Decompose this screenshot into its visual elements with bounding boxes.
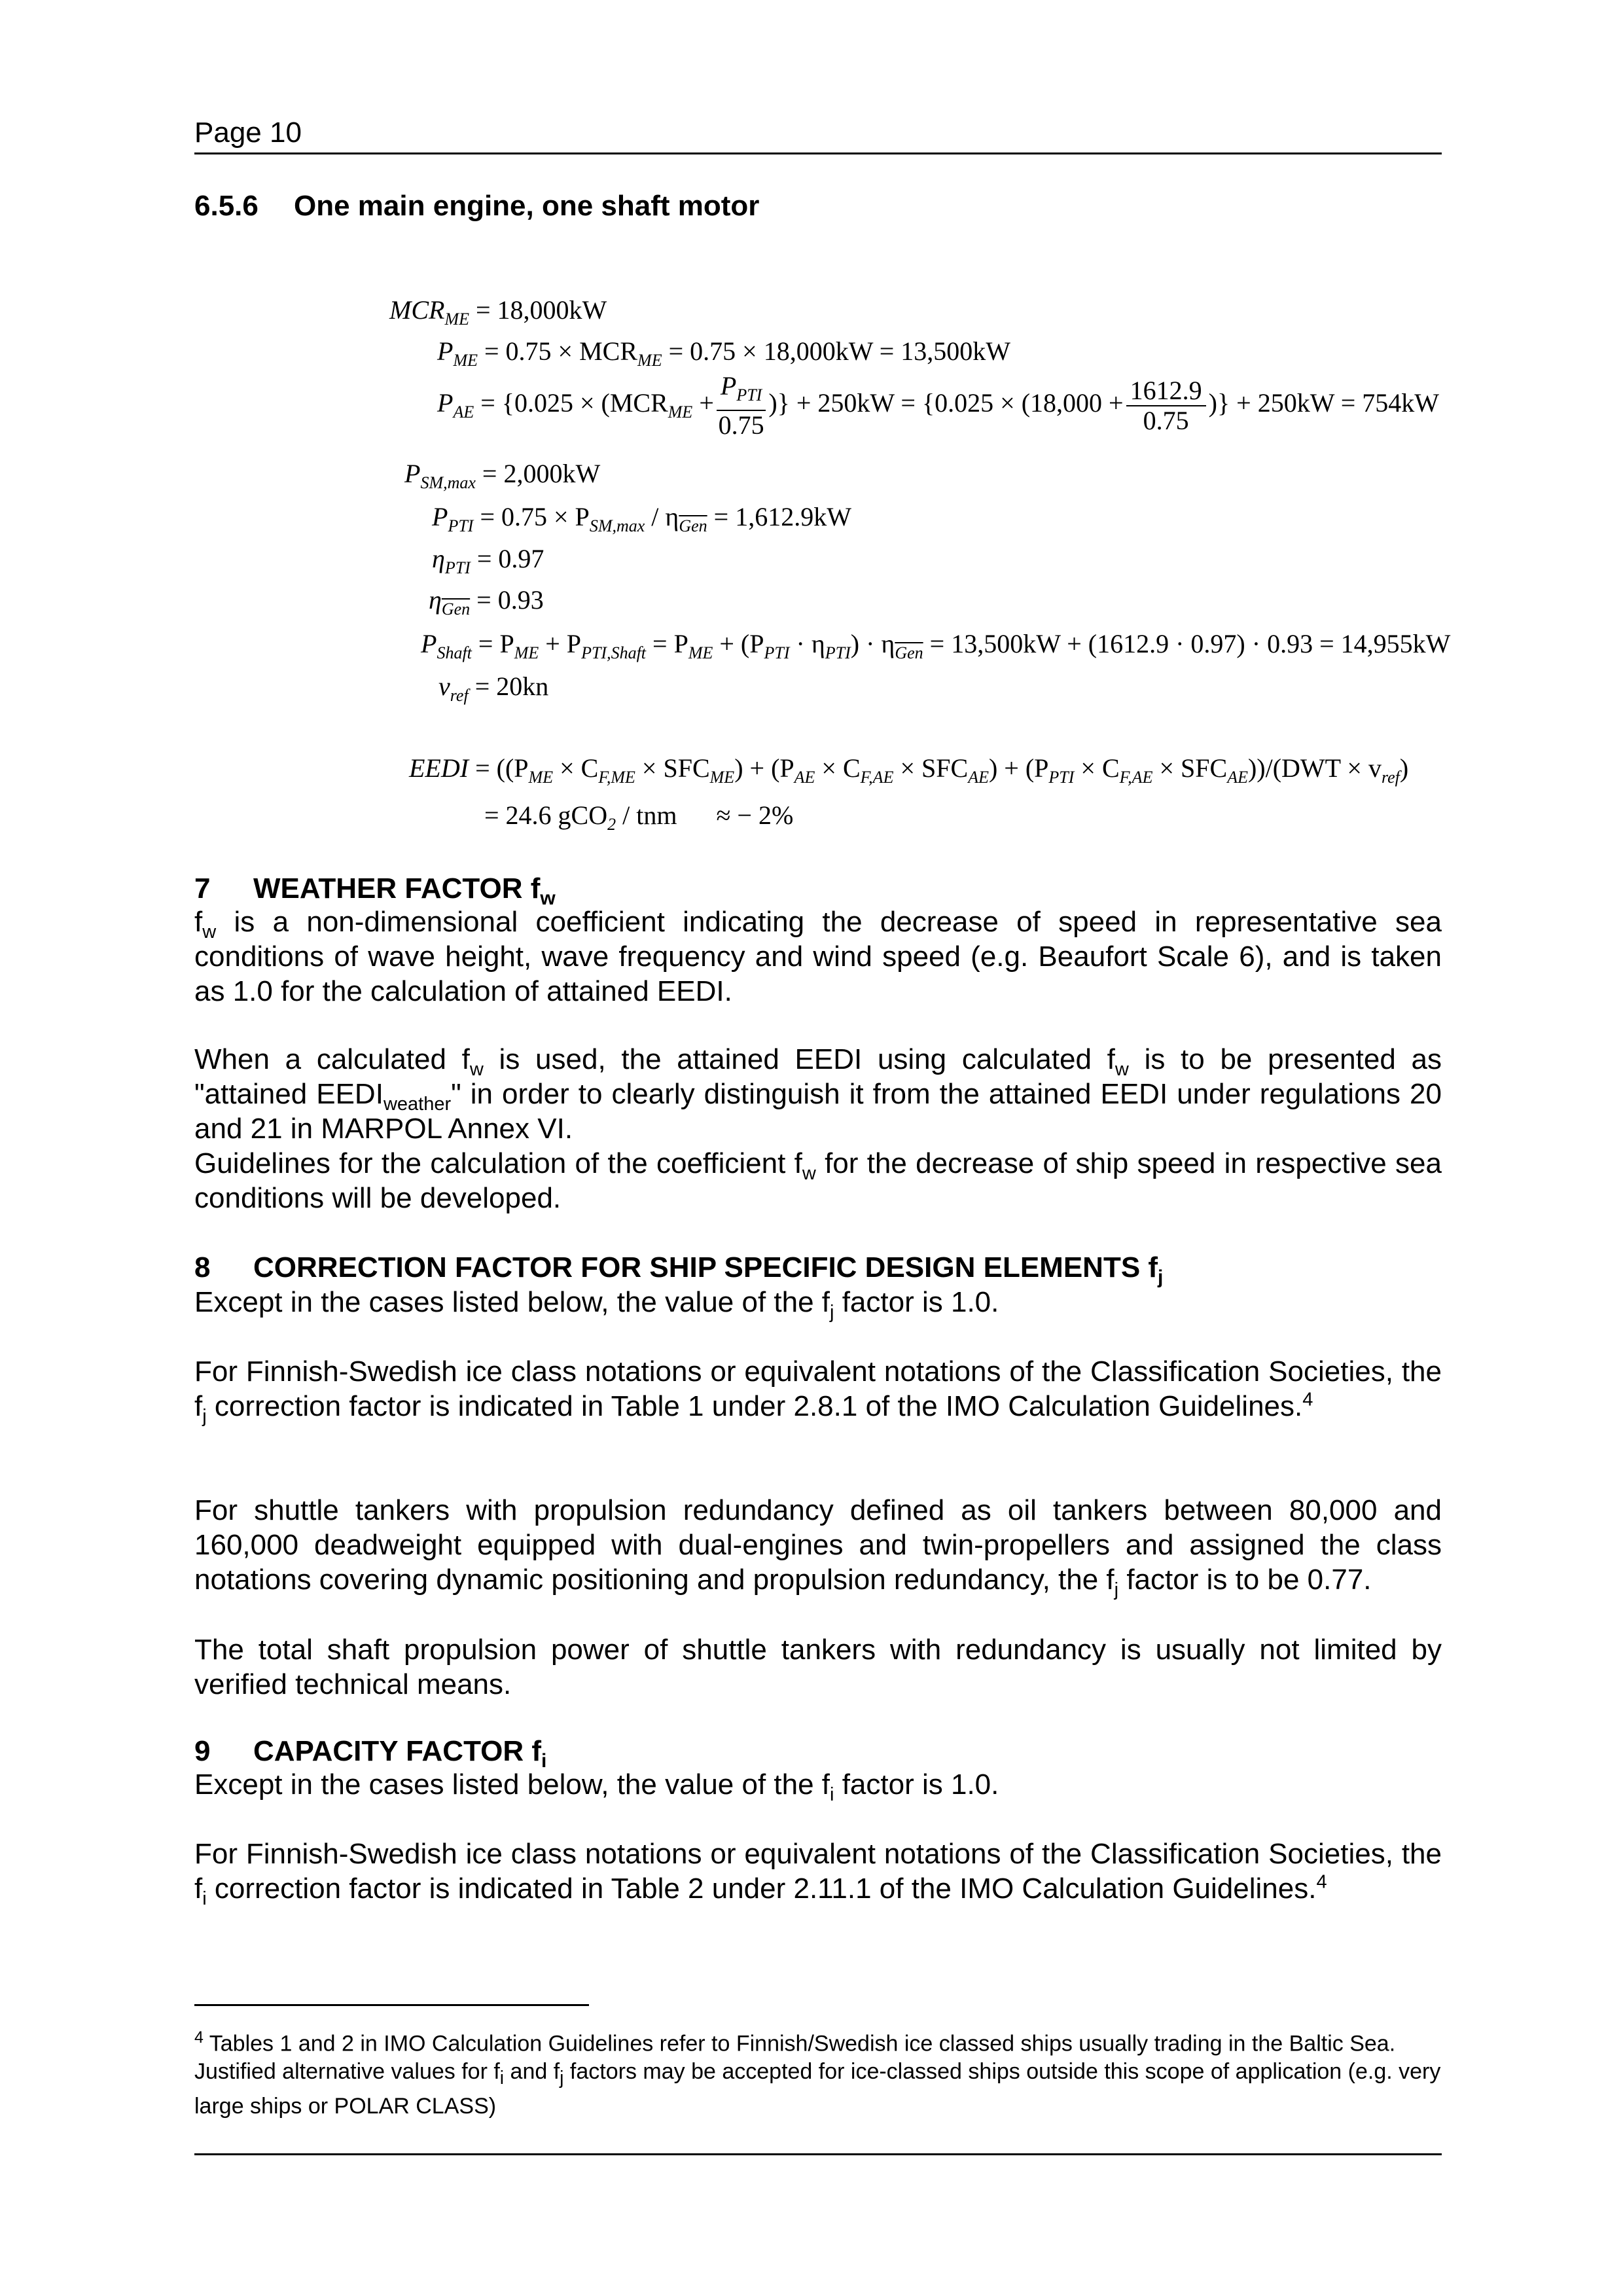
eq-sub: AE [1227, 768, 1248, 787]
eq-rhs: = 1,612.9kW [713, 502, 851, 531]
eq-part: / tnm [622, 800, 677, 830]
eq-sub: ME [668, 403, 693, 422]
eq-denominator: 0.75 [1143, 406, 1189, 435]
footnote-mark: 4 [194, 2028, 204, 2047]
eq-sub: Gen [441, 600, 471, 619]
eq-rhs: = 0.97 [476, 544, 544, 573]
eq-eta-gen [429, 584, 544, 619]
eq-sub: PTI [444, 558, 471, 577]
eq-part: )} + 250kW = {0.025 × (18,000 + [768, 388, 1124, 418]
section-title-sub: i [541, 1749, 547, 1772]
text-sub: j [830, 1301, 834, 1323]
text-sub: w [469, 1058, 484, 1080]
eq-rhs: = 0.75 × P [480, 502, 590, 531]
eq-sym: v [438, 672, 450, 701]
text: correction factor is indicated in Table 1 under 2.8.1 of the IMO Calculation Guidelines. [206, 1390, 1303, 1422]
section-number: 6.5.6 [194, 190, 259, 222]
eq-sub: ME [444, 310, 469, 329]
eq-sub: F,AE [1119, 768, 1153, 787]
eq-fraction [717, 372, 766, 440]
eq-sub: PTI [825, 643, 851, 662]
eq-sub: ME [514, 643, 539, 662]
eq-sub: ME [637, 351, 662, 370]
eq-eedi-result [484, 800, 793, 834]
eq-sym: P [720, 371, 737, 401]
text: Except in the cases listed below, the value of the f [194, 1768, 830, 1801]
eq-rhs: / η [651, 502, 679, 531]
eq-part: + (P [719, 629, 764, 658]
section-title-sub: j [1158, 1266, 1164, 1288]
text-sub: i [499, 2068, 505, 2089]
eq-sym: P [404, 459, 421, 488]
eq-part: ) · η [850, 629, 895, 658]
eq-sub: Shaft [437, 643, 472, 662]
eq-part: = ((P [475, 753, 529, 783]
eq-sym: P [437, 388, 454, 418]
eq-sub: ME [709, 768, 735, 787]
eq-sub: ref [450, 686, 469, 705]
section-number: 9 [194, 1735, 211, 1767]
text: is to be presented as "attained EEDI [194, 1043, 1442, 1110]
text: factors may be accepted for ice-classed ships outside this scope of application (e.g. very large ships or POLAR CLASS) [194, 2059, 1441, 2119]
header-rule [194, 152, 1442, 154]
paragraph-9-1 [194, 1767, 1442, 1805]
text: for the decrease of ship speed in respective sea conditions will be developed. [194, 1147, 1442, 1214]
eq-part: ) + (P [734, 753, 794, 783]
text-sub: w [1115, 1058, 1129, 1080]
eq-sub: SM,max [420, 473, 476, 492]
text-sub: weather [383, 1093, 452, 1115]
eq-mcr [389, 295, 607, 329]
eq-ppti [432, 501, 851, 536]
text: f [194, 906, 203, 938]
eq-numerator [717, 372, 766, 411]
eq-sub: 2 [607, 815, 616, 834]
eq-part: = 13,500kW + (1612.9 · 0.97) · 0.93 = 14,955kW [929, 629, 1451, 658]
eq-part: ) [1399, 753, 1409, 783]
eq-pshaft [421, 628, 1450, 663]
eq-sym: EEDI [409, 753, 469, 783]
eq-sub: AE [968, 768, 989, 787]
paragraph-8-3 [194, 1493, 1442, 1600]
eq-denominator: 0.75 [718, 410, 764, 440]
paragraph-7-2 [194, 1042, 1442, 1215]
eq-sym: P [421, 629, 437, 658]
text: correction factor is indicated in Table 2 under 2.11.1 of the IMO Calculation Guidelines. [206, 1873, 1317, 1905]
section-heading-8 [194, 1251, 1163, 1289]
eq-eta-pti [432, 543, 544, 578]
paragraph-7-1 [194, 905, 1442, 1009]
eq-rhs: = 0.75 × 18,000kW = 13,500kW [668, 336, 1011, 366]
footer-rule [194, 2153, 1442, 2155]
eq-part: × SFC [1159, 753, 1228, 783]
eq-psm [404, 458, 600, 493]
section-title: WEATHER FACTOR f [253, 872, 541, 905]
text-sub: w [802, 1162, 816, 1184]
eq-part: = {0.025 × (MCR [480, 388, 668, 418]
text: is a non-dimensional coefficient indicating the decrease of speed in representative sea conditions of wave height, wave frequency and wind speed (e.g. Beaufort Scale 6), and is taken as 1.0 for the calculation of attained EEDI. [194, 906, 1442, 1007]
eq-part: = P [478, 629, 514, 658]
eq-part: × C [560, 753, 599, 783]
text-sub: j [1114, 1579, 1119, 1600]
eq-sub: AE [453, 403, 474, 422]
text: factor is 1.0. [834, 1768, 999, 1801]
footnote [194, 2024, 1442, 2121]
section-title: One main engine, one shaft motor [294, 190, 760, 222]
eq-part: )} + 250kW = 754kW [1208, 388, 1440, 418]
eq-part: × SFC [900, 753, 969, 783]
eq-part: × C [821, 753, 861, 783]
eq-sub: PTI,Shaft [581, 643, 647, 662]
eq-numerator: 1612.9 [1126, 376, 1206, 406]
paragraph-9-2 [194, 1837, 1442, 1909]
eq-part: × C [1080, 753, 1120, 783]
eq-part: + P [545, 629, 582, 658]
eq-sub: ME [453, 351, 478, 370]
eq-sub: Gen [895, 643, 923, 662]
footnote-rule [194, 2004, 589, 2006]
section-title-sub: w [540, 887, 556, 909]
eq-rhs: = 2,000kW [482, 459, 601, 488]
eq-sub: PTI [448, 516, 474, 535]
section-number: 7 [194, 872, 211, 905]
eq-sub: PTI [764, 643, 790, 662]
paragraph-8-1 [194, 1285, 1442, 1323]
eq-rhs: = 18,000kW [475, 295, 607, 325]
text: For Finnish-Swedish ice class notations or equivalent notations of the Classification Societies, the f [194, 1838, 1442, 1905]
eq-rhs: = 20kn [474, 672, 549, 701]
text: factor is to be 0.77. [1118, 1564, 1372, 1596]
text: Tables 1 and 2 in IMO Calculation Guidelines refer to Finnish/Swedish ice classed ships usually trading in the Baltic Sea. Justified alternative values for f [194, 2031, 1396, 2085]
eq-sub: PTI [1048, 768, 1075, 787]
eq-pae [437, 372, 1439, 440]
text: is used, the attained EEDI using calculated f [483, 1043, 1115, 1075]
eq-part: ) + (P [988, 753, 1049, 783]
text-sub: j [560, 2068, 564, 2089]
eq-sym: MCR [389, 295, 445, 325]
text: Except in the cases listed below, the value of the f [194, 1286, 830, 1318]
eq-sym: P [437, 336, 454, 366]
eq-sub: ME [688, 643, 713, 662]
text: For shuttle tankers with propulsion redundancy defined as oil tankers between 80,000 and 160,000 deadweight equipped with dual-engines and twin-propellers and assigned the class notations covering dynamic positioning and propulsion redundancy, the f [194, 1494, 1442, 1596]
section-heading-6-5-6 [194, 190, 759, 223]
eq-pme [437, 336, 1010, 370]
eq-fraction [1126, 376, 1206, 435]
eq-sub: ref [1381, 768, 1400, 787]
eq-part: + [699, 388, 714, 418]
footnote-ref[interactable]: 4 [1316, 1871, 1327, 1893]
eq-sub: SM,max [589, 516, 645, 535]
eq-sub: F,ME [598, 768, 635, 787]
section-title: CAPACITY FACTOR f [253, 1735, 542, 1767]
text-sub: i [202, 1888, 207, 1909]
paragraph-8-4: The total shaft propulsion power of shuttle tankers with redundancy is usually not limited by verified technical means. [194, 1634, 1442, 1700]
eq-vref [438, 671, 548, 706]
eq-part: ≈ − 2% [716, 800, 794, 830]
text-sub: i [830, 1784, 834, 1805]
text: factor is 1.0. [834, 1286, 999, 1318]
text: and f [504, 2059, 560, 2085]
eq-sub: ME [528, 768, 554, 787]
eq-sub: F,AE [860, 768, 894, 787]
eq-sym: η [429, 585, 442, 615]
text: For Finnish-Swedish ice class notations or equivalent notations of the Classification Societies, the f [194, 1355, 1442, 1422]
eq-eedi [409, 753, 1408, 787]
text-sub: j [202, 1405, 207, 1427]
section-number: 8 [194, 1251, 211, 1283]
eq-rhs: = 0.93 [476, 585, 544, 615]
text: " in order to clearly distinguish it from the attained EEDI under regulations 20 and 21 in MARPOL Annex VI. [194, 1078, 1442, 1145]
text: Guidelines for the calculation of the coefficient f [194, 1147, 802, 1179]
page-header: Page 10 [194, 117, 302, 149]
eq-rhs: = 0.75 × MCR [484, 336, 638, 366]
eq-part: = P [652, 629, 688, 658]
eq-part: × SFC [641, 753, 710, 783]
section-title: CORRECTION FACTOR FOR SHIP SPECIFIC DESIGN ELEMENTS f [253, 1251, 1158, 1283]
eq-sym: P [432, 502, 448, 531]
paragraph-8-2 [194, 1354, 1442, 1427]
eq-sub: AE [794, 768, 815, 787]
footnote-ref[interactable]: 4 [1302, 1389, 1313, 1410]
eq-sym: η [432, 544, 445, 573]
eq-part: = 24.6 gCO [484, 800, 608, 830]
eq-sub: PTI [736, 386, 762, 404]
eq-part: ))/(DWT × v [1247, 753, 1382, 783]
text: When a calculated f [194, 1043, 470, 1075]
eq-part: · η [796, 629, 825, 658]
eq-sub: Gen [679, 516, 707, 535]
text-sub: w [202, 921, 217, 942]
